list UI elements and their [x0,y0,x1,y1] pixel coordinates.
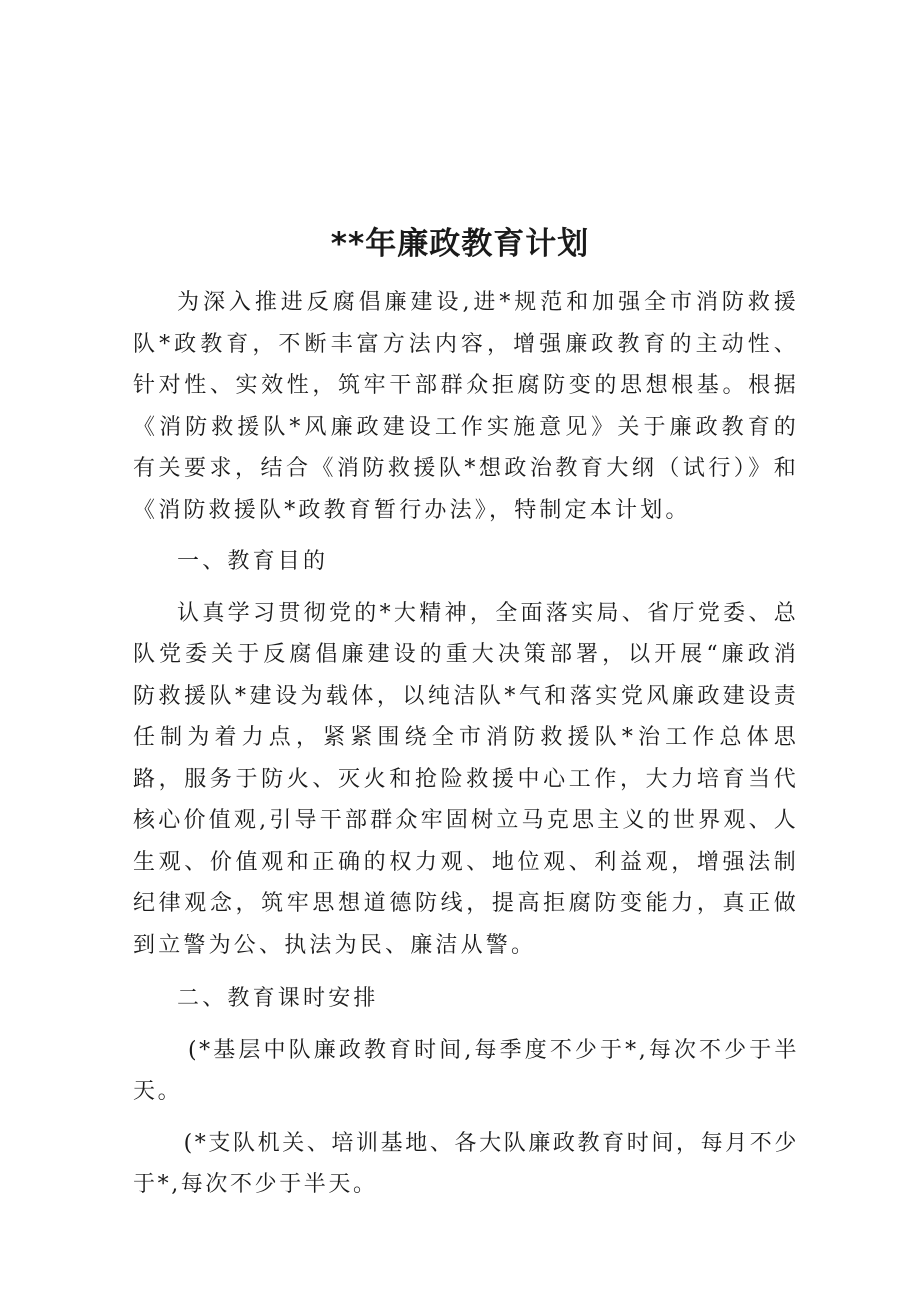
section-heading-schedule: 二、教育课时安排 [177,986,379,1011]
purpose-paragraph: 认真学习贯彻党的*大精神，全面落实局、省厅党委、总队党委关于反腐倡廉建设的重大决策部署，以开展“廉政消防救援队*建设为载体，以纯洁队*气和落实党风廉政建设责任制为着力点，紧紧围绕全市消防救援队*治工作总体思路，服务于防火、灭火和抢险救援中心工作，大力培育当代核心价值观,引导干部群众牢固树立马克思主义的世界观、人生观、价值观和正确的权力观、地位观、利益观，增强法制纪律观念，筑牢思想道德防线，提高拒腐防变能力，真正做到立警为公、执法为民、廉洁从警。 [133,600,799,958]
schedule-item: (*支队机关、培训基地、各大队廉政教育时间，每月不少于*,每次不少于半天。 [133,1130,799,1197]
section-heading-purpose: 一、教育目的 [177,549,329,574]
intro-paragraph: 为深入推进反腐倡廉建设,进*规范和加强全市消防救援队*政教育，不断丰富方法内容，增强廉政教育的主动性、针对性、实效性，筑牢干部群众拒腐防变的思想根基。根据《消防救援队*风廉政建设工作实施意见》关于廉政教育的有关要求，结合《消防救援队*想政治教育大纲（试行）》和《消防救援队*政教育暂行办法》，特制定本计划。 [133,290,799,523]
schedule-item: (*基层中队廉政教育时间,每季度不少于*,每次不少于半天。 [133,1037,799,1104]
document-body [133,282,799,1206]
document-title: **年廉政教育计划 [330,226,590,262]
